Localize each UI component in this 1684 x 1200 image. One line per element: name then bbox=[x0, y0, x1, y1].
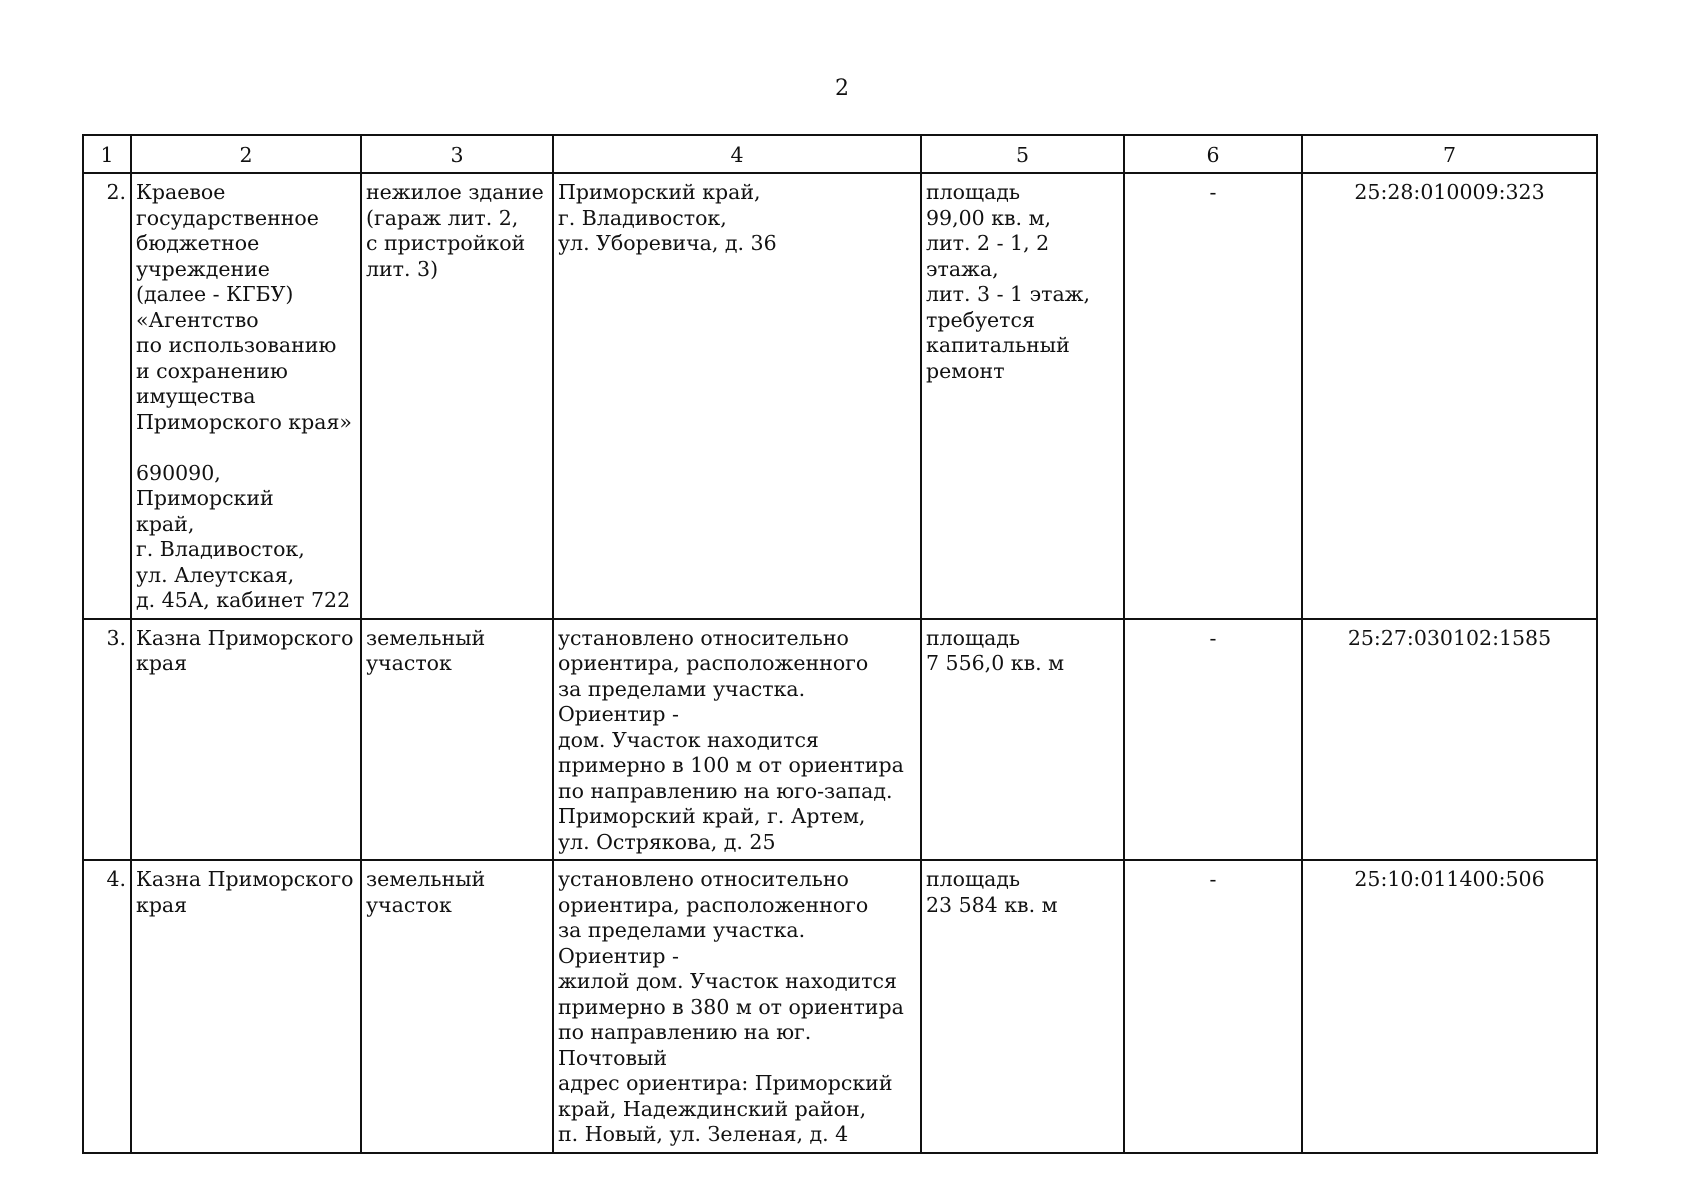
column-header: 4 bbox=[553, 135, 921, 173]
characteristics-cell: площадь 23 584 кв. м bbox=[921, 860, 1124, 1153]
holder-cell: Казна Приморского края bbox=[131, 860, 361, 1153]
address-cell: установлено относительно ориентира, расположенного за пределами участка. Ориентир - жилой дом. Участок находится примерно в 380 м от ориентира по направлению на юг. Почтовый адрес ориентира: Приморский край, Надеждинский район, п. Новый, ул. Зеленая, д. 4 bbox=[553, 860, 921, 1153]
column-header: 7 bbox=[1302, 135, 1597, 173]
property-registry-table bbox=[82, 134, 1598, 1154]
column-header: 6 bbox=[1124, 135, 1302, 173]
object-cell: нежилое здание (гараж лит. 2, с пристройкой лит. 3) bbox=[361, 173, 553, 619]
address-cell: установлено относительно ориентира, расположенного за пределами участка. Ориентир - дом. Участок находится примерно в 100 м от ориентира по направлению на юго-запад. Приморский край, г. Артем, ул. Острякова, д. 25 bbox=[553, 619, 921, 861]
characteristics-cell: площадь 7 556,0 кв. м bbox=[921, 619, 1124, 861]
column-header: 1 bbox=[83, 135, 131, 173]
table-row bbox=[83, 860, 1597, 1153]
row-number-cell: 2. bbox=[83, 173, 131, 619]
object-cell: земельный участок bbox=[361, 619, 553, 861]
row-number-cell: 4. bbox=[83, 860, 131, 1153]
table-row bbox=[83, 173, 1597, 619]
column-6-cell: - bbox=[1124, 619, 1302, 861]
object-cell: земельный участок bbox=[361, 860, 553, 1153]
cadastral-number-cell: 25:27:030102:1585 bbox=[1302, 619, 1597, 861]
characteristics-cell: площадь 99,00 кв. м, лит. 2 - 1, 2 этажа, лит. 3 - 1 этаж, требуется капитальный ремонт bbox=[921, 173, 1124, 619]
cadastral-number-cell: 25:28:010009:323 bbox=[1302, 173, 1597, 619]
page-number: 2 bbox=[835, 76, 849, 101]
column-6-cell: - bbox=[1124, 860, 1302, 1153]
column-header: 3 bbox=[361, 135, 553, 173]
column-header: 5 bbox=[921, 135, 1124, 173]
holder-cell: Казна Приморского края bbox=[131, 619, 361, 861]
cadastral-number-cell: 25:10:011400:506 bbox=[1302, 860, 1597, 1153]
holder-cell: Краевое государственное бюджетное учреждение (далее - КГБУ) «Агентство по использованию и сохранению имущества Приморского края» 690090, Приморский край, г. Владивосток, ул. Алеутская, д. 45А, кабинет 722 bbox=[131, 173, 361, 619]
address-cell: Приморский край, г. Владивосток, ул. Уборевича, д. 36 bbox=[553, 173, 921, 619]
table-row bbox=[83, 619, 1597, 861]
row-number-cell: 3. bbox=[83, 619, 131, 861]
column-header: 2 bbox=[131, 135, 361, 173]
column-6-cell: - bbox=[1124, 173, 1302, 619]
table-header-row bbox=[83, 135, 1597, 173]
